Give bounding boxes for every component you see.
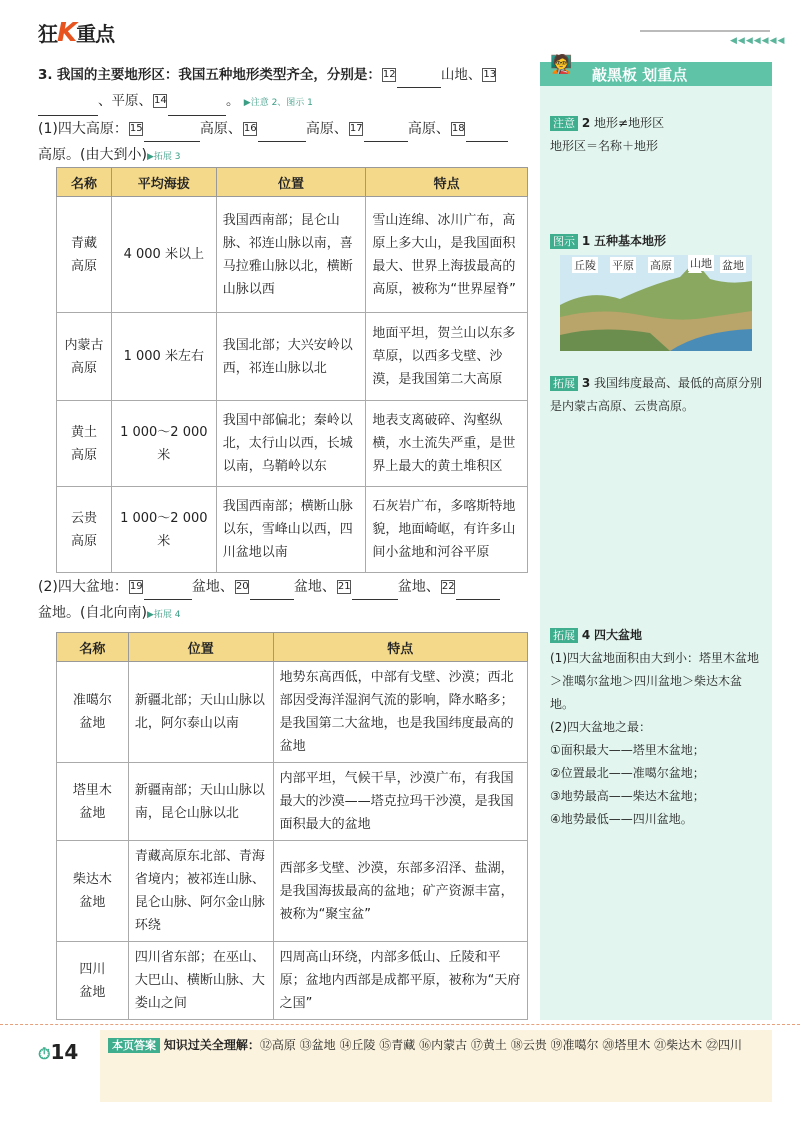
blank-number: 21 [337, 581, 351, 592]
basin-name: 准噶尔 盆地 [57, 662, 129, 763]
blank-number: 17 [349, 123, 363, 134]
section-3-intro [38, 62, 526, 116]
plateau-feature: 雪山连绵、冰川广布，高原上多大山，是我国面积最大、世界上海拔最高的高原，被称为“世界屋脊” [366, 197, 528, 313]
panel-header [540, 54, 772, 86]
page-number-text: 14 [50, 1040, 79, 1064]
label-plateau: 高原 [650, 259, 672, 272]
section-3 [38, 62, 526, 170]
blank-number: 16 [243, 123, 257, 134]
basin-word: 盆地、 [397, 579, 440, 595]
basin-question [38, 574, 528, 628]
table-header-row [57, 633, 528, 662]
column-header: 特点 [273, 633, 527, 662]
note-line-2: 地形区＝名称＋地形 [550, 139, 659, 153]
table-row [57, 197, 528, 313]
basin-name: 柴达木 盆地 [57, 841, 129, 942]
figure-tag: 图示 [550, 234, 578, 249]
extension-3 [550, 372, 765, 418]
basin-position: 青藏高原东北部、青海省境内；被祁连山脉、昆仑山脉、阿尔金山脉环绕 [128, 841, 273, 942]
extension-tag: 拓展 [550, 628, 578, 643]
answer-blank-18[interactable] [466, 125, 508, 142]
extension-4-title: 四大盆地 [594, 628, 643, 642]
extension-4-line: ②位置最北——准噶尔盆地； [550, 766, 705, 780]
plateau-word: 高原、 [407, 121, 450, 137]
extension-4-line: ④地势最低——四川盆地。 [550, 812, 693, 826]
plateau-position: 我国西南部；横断山脉以东，雪峰山以西，四川盆地以南 [216, 487, 366, 573]
basin-name: 塔里木 盆地 [57, 763, 129, 841]
basin-feature: 地势东高西低，中部有戈壁、沙漠；西北部因受海洋湿润气流的影响，降水略多；是我国第二大盆地，也是我国纬度最高的盆地 [273, 662, 527, 763]
plateau-word: 高原、 [305, 121, 348, 137]
extension-3-text: 我国纬度最高、最低的高原分别是内蒙古高原、云贵高原。 [550, 376, 763, 413]
plateau-word: 高原、 [199, 121, 242, 137]
teacher-icon: 🧑‍🏫 [550, 54, 573, 75]
plateau-feature: 地表支离破碎、沟壑纵横，水土流失严重，是世界上最大的黄土堆积区 [366, 401, 528, 487]
basin-feature: 四周高山环绕，内部多低山、丘陵和平原；盆地内西部是成都平原，被称为“天府之国” [273, 942, 527, 1020]
plateau-question [38, 116, 526, 170]
answer-blank-15[interactable] [144, 125, 200, 142]
basin-last: 盆地。(自北向南) [38, 605, 147, 621]
brand-logo [38, 18, 114, 48]
blank-number: 20 [235, 581, 249, 592]
answer-blank-14[interactable] [168, 99, 226, 116]
extension-4 [550, 624, 765, 831]
basin-position: 四川省东部；在巫山、大巴山、横断山脉、大娄山之间 [128, 942, 273, 1020]
plateau-position: 我国中部偏北；秦岭以北，太行山以西，长城以南，乌鞘岭以东 [216, 401, 366, 487]
label-mountain: 山地 [690, 257, 712, 270]
blank-number: 18 [451, 123, 465, 134]
table-row [57, 487, 528, 573]
logo-k: K [57, 18, 77, 48]
plateau-name: 黄土 高原 [57, 401, 112, 487]
answer-box [100, 1030, 772, 1102]
extension-4-line: (2)四大盆地之最： [550, 720, 651, 734]
answer-content [100, 1030, 772, 1061]
column-header: 位置 [128, 633, 273, 662]
table-row [57, 401, 528, 487]
basin-word: 盆地、 [293, 579, 336, 595]
table-row [57, 662, 528, 763]
plateau-altitude: 1 000～2 000 米 [111, 487, 216, 573]
answer-blank-17[interactable] [364, 125, 408, 142]
table-header-row [57, 168, 528, 197]
plateau-altitude: 1 000 米左右 [111, 313, 216, 401]
column-header: 特点 [366, 168, 528, 197]
extension-4-heading [550, 624, 765, 647]
plateau-last: 高原。(由大到小) [38, 147, 147, 163]
note-2 [550, 112, 765, 158]
basin-word: 盆地、 [191, 579, 234, 595]
blank-number: 12 [382, 69, 396, 80]
page-number [38, 1040, 78, 1064]
extension-4-line: (1)四大盆地面积由大到小：塔里木盆地＞准噶尔盆地＞四川盆地＞柴达木盆地。 [550, 651, 759, 711]
reference-link[interactable]: ▶拓展 4 [146, 610, 181, 620]
text-mountain: 山地、 [440, 67, 482, 83]
extension-number: 3 [581, 376, 591, 390]
basin-feature: 内部平坦，气候干旱，沙漠广布，有我国最大的沙漠——塔克拉玛干沙漠，是我国面积最大的盆地 [273, 763, 527, 841]
answer-blank-19[interactable] [144, 583, 192, 600]
blank-number: 19 [129, 581, 143, 592]
answer-blank-22[interactable] [456, 583, 500, 600]
note-tag: 注意 [550, 116, 578, 131]
table-row [57, 763, 528, 841]
label-plain: 平原 [612, 259, 634, 272]
answer-list: ⑫高原 ⑬盆地 ⑭丘陵 ⑮青藏 ⑯内蒙古 ⑰黄土 ⑱云贵 ⑲准噶尔 ⑳塔里木 ㉑柴达木 ㉒四川 [259, 1038, 742, 1052]
answer-blank-21[interactable] [352, 583, 398, 600]
note-line-1: 地形≠地形区 [594, 116, 665, 130]
text-plain: 、平原、 [98, 93, 152, 109]
answer-blank-12[interactable] [397, 71, 441, 88]
plateau-feature: 地面平坦，贺兰山以东多草原，以西多戈壁、沙漠，是我国第二大高原 [366, 313, 528, 401]
plateau-feature: 石灰岩广布，多喀斯特地貌，地面崎岖，有许多山间小盆地和河谷平原 [366, 487, 528, 573]
label-hills: 丘陵 [574, 259, 596, 272]
plateau-position: 我国西南部；昆仑山脉、祁连山脉以南，喜马拉雅山脉以北，横断山脉以西 [216, 197, 366, 313]
basin-table [56, 632, 528, 1020]
figure-number: 1 [581, 234, 591, 248]
extension-tag: 拓展 [550, 376, 578, 391]
reference-link[interactable]: ▶拓展 3 [146, 152, 181, 162]
column-header: 平均海拔 [111, 168, 216, 197]
blank-number: 22 [441, 581, 455, 592]
logo-suffix: 重点 [76, 22, 115, 46]
blank-number: 14 [154, 95, 167, 106]
section-number: 3. [38, 67, 53, 83]
label-basin: 盆地 [722, 259, 744, 272]
plateau-altitude: 1 000～2 000 米 [111, 401, 216, 487]
plateau-name: 青藏 高原 [57, 197, 112, 313]
landform-figure [560, 255, 752, 351]
blank-number: 15 [129, 123, 143, 134]
plateau-name: 云贵 高原 [57, 487, 112, 573]
basin-name: 四川 盆地 [57, 942, 129, 1020]
intro-text: 我国的主要地形区：我国五种地形类型齐全，分别是： [56, 67, 381, 83]
table-row [57, 841, 528, 942]
column-header: 名称 [57, 168, 112, 197]
column-header: 名称 [57, 633, 129, 662]
answer-blank-20[interactable] [250, 583, 294, 600]
table-row [57, 313, 528, 401]
figure-1-heading [550, 230, 765, 253]
blank-number: 13 [483, 69, 497, 80]
plateau-prefix: (1)四大高原： [38, 121, 128, 137]
plateau-altitude: 4 000 米以上 [111, 197, 216, 313]
basin-feature: 西部多戈壁、沙漠，东部多沼泽、盐湖，是我国海拔最高的盆地；矿产资源丰富，被称为“聚宝盆” [273, 841, 527, 942]
plateau-table [56, 167, 528, 573]
plateau-position: 我国北部；大兴安岭以西，祁连山脉以北 [216, 313, 366, 401]
header-rule [640, 30, 770, 32]
header-arrows-icon: ◀◀◀◀◀◀◀ [730, 36, 786, 46]
basin-position: 新疆北部；天山山脉以北，阿尔泰山以南 [128, 662, 273, 763]
extension-4-line: ①面积最大——塔里木盆地； [550, 743, 705, 757]
answer-tag: 本页答案 [108, 1038, 160, 1053]
answer-label: 知识过关全理解： [163, 1038, 260, 1052]
extension-4-line: ③地势最高——柴达木盆地； [550, 789, 705, 803]
note-number: 2 [581, 116, 591, 130]
panel-title: 敲黑板 划重点 [592, 66, 688, 84]
answer-blank-16[interactable] [258, 125, 306, 142]
figure-title: 五种基本地形 [594, 234, 667, 248]
footer-rule [0, 1024, 800, 1025]
answer-blank-13[interactable] [38, 99, 98, 116]
clock-icon: ⏱ [38, 1044, 51, 1063]
basin-prefix: (2)四大盆地： [38, 579, 128, 595]
column-header: 位置 [216, 168, 366, 197]
basin-position: 新疆南部；天山山脉以南，昆仑山脉以北 [128, 763, 273, 841]
logo-prefix: 狂 [38, 22, 57, 46]
extension-number: 4 [581, 628, 591, 642]
plateau-name: 内蒙古 高原 [57, 313, 112, 401]
key-points-panel [540, 62, 772, 1020]
text-end: 。 [226, 93, 240, 109]
table-row [57, 942, 528, 1020]
reference-link[interactable]: ▶注意 2、图示 1 [243, 98, 313, 108]
